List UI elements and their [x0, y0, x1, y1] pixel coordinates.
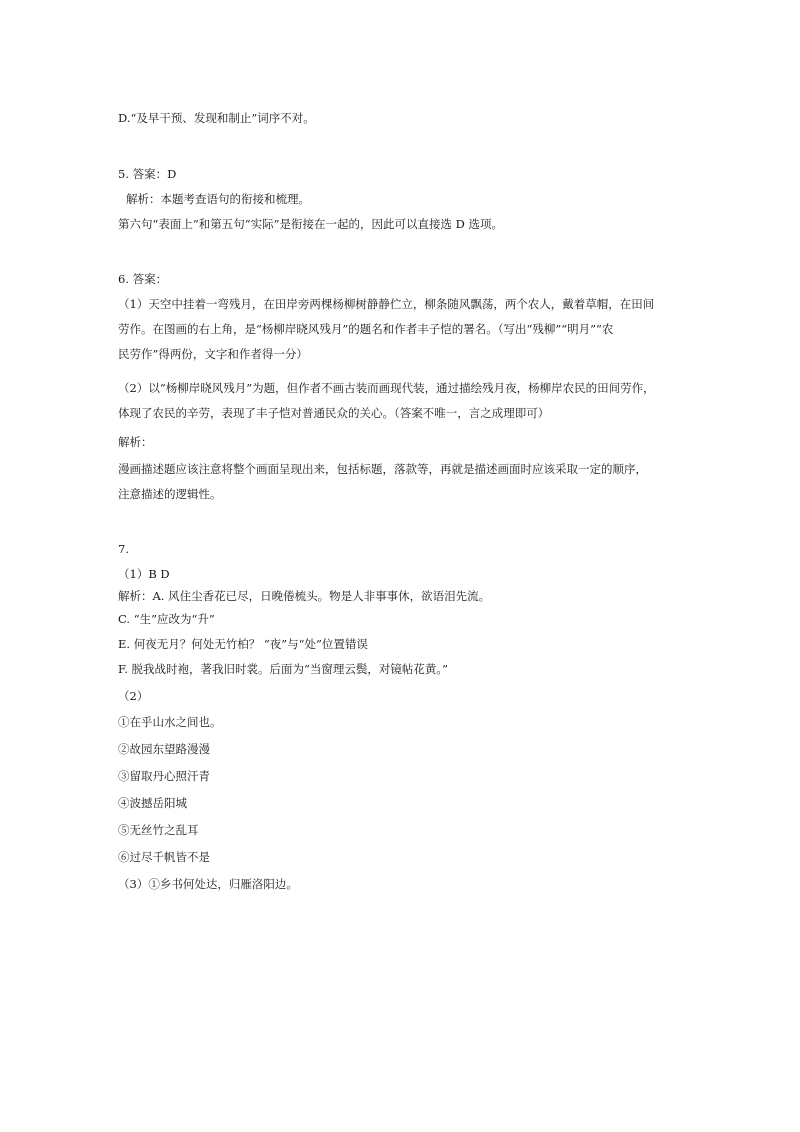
answer-6-analysis-line2: 注意描述的逻辑性。 [118, 487, 222, 501]
answer-7-analysis-a: 解析：A. 风住尘香花已尽，日晚倦梳头。物是人非事事休，欲语泪先流。 [118, 589, 491, 603]
answer-7-part1: （1）B D [118, 567, 170, 581]
answer-6-heading: 6. 答案： [118, 272, 168, 286]
answer-5-analysis: 解析：本题考查语句的衔接和梳理。 [126, 192, 310, 206]
answer-7-part2-item5: ⑤无丝竹之乱耳 [118, 823, 199, 837]
answer-6-part2-line1: （2）以“杨柳岸晓风残月”为题，但作者不画古装而画现代装，通过描绘残月夜，杨柳岸农民的田间劳作， [118, 381, 655, 395]
answer-6-part1-line2: 劳作。在图画的右上角，是“杨柳岸晓风残月”的题名和作者丰子恺的署名。（写出“残柳”“明月”“农 [118, 322, 614, 336]
answer-7-part2-item2: ②故园东望路漫漫 [118, 742, 210, 756]
answer-7-part2-item1: ①在乎山水之间也。 [118, 715, 222, 729]
answer-5-explanation: 第六句“表面上”和第五句“实际”是衔接在一起的，因此可以直接选 D 选项。 [118, 217, 504, 231]
answer-6-analysis-label: 解析： [118, 435, 153, 449]
answer-7-analysis-c: C. “生”应改为“升” [118, 612, 215, 626]
answer-4-option-d: D.“及早干预、发现和制止”词序不对。 [118, 111, 315, 125]
answer-7-part2-item3: ③留取丹心照汗青 [118, 769, 210, 783]
answer-7-part2-item4: ④波撼岳阳城 [118, 796, 187, 810]
answer-7-part2-item6: ⑥过尽千帆皆不是 [118, 850, 210, 864]
answer-6-analysis-line1: 漫画描述题应该注意将整个画面呈现出来，包括标题，落款等，再就是描述画面时应该采取一定的顺序， [118, 462, 647, 476]
answer-7-part3: （3）①乡书何处达，归雁洛阳边。 [118, 877, 298, 891]
answer-7-part2-label: （2） [118, 689, 149, 703]
answer-6-part1-line3: 民劳作”得两份，文字和作者得一分） [118, 347, 308, 361]
answer-6-part1-line1: （1）天空中挂着一弯残月，在田岸旁两棵杨柳树静静伫立，柳条随风飘荡，两个农人，戴着草帽，在田间 [118, 297, 655, 311]
answer-7-heading: 7. [118, 542, 129, 556]
answer-7-analysis-e: E. 何夜无月？何处无竹柏？ “夜”与“处”位置错误 [118, 637, 368, 651]
answer-6-part2-line2: 体现了农民的辛劳，表现了丰子恺对普通民众的关心。（答案不唯一，言之成理即可） [118, 406, 550, 420]
answer-7-analysis-f: F. 脱我战时袍，著我旧时裳。后面为“当窗理云鬓，对镜帖花黄。” [118, 662, 449, 676]
answer-5-heading: 5. 答案：D [118, 167, 177, 181]
